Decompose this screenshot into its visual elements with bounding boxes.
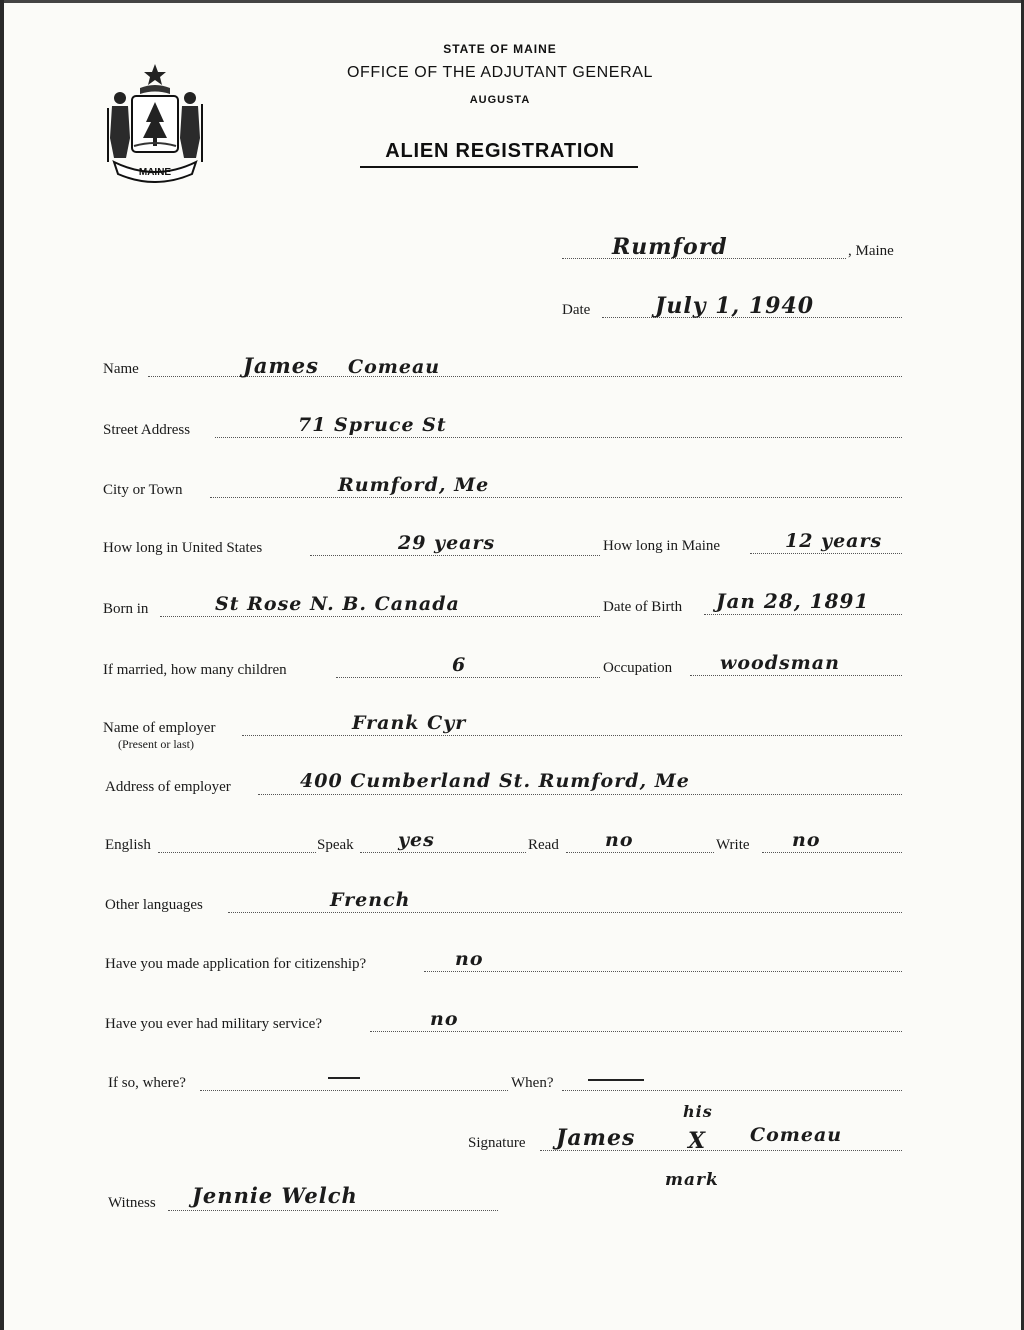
place-value: Rumford — [612, 234, 728, 260]
when-label: When? — [511, 1075, 554, 1091]
signature-label: Signature — [468, 1135, 526, 1151]
dob-label: Date of Birth — [603, 599, 683, 615]
read-value: no — [605, 829, 634, 851]
employer-value: Frank Cyr — [352, 712, 467, 734]
occupation-line — [690, 675, 902, 676]
born-in-line — [160, 616, 600, 617]
date-label: Date — [562, 302, 591, 318]
street-line — [215, 437, 902, 438]
witness-label: Witness — [108, 1195, 156, 1211]
name-label: Name — [103, 361, 139, 377]
military-line — [370, 1031, 902, 1032]
when-dash — [588, 1079, 644, 1081]
military-value: no — [430, 1008, 459, 1030]
header-state: STATE OF MAINE — [443, 42, 557, 56]
children-label: If married, how many children — [103, 662, 287, 678]
when-line — [562, 1090, 902, 1091]
dob-line — [704, 614, 902, 615]
read-line — [566, 852, 714, 853]
street-label: Street Address — [103, 422, 191, 438]
occupation-value: woodsman — [720, 652, 840, 674]
english-label: English — [105, 837, 151, 853]
scan-edge-top — [0, 0, 1024, 3]
header-office: OFFICE OF THE ADJUTANT GENERAL — [346, 64, 654, 81]
how-long-maine-label: How long in Maine — [603, 538, 721, 554]
speak-value: yes — [398, 829, 435, 851]
employer-address-line — [258, 794, 902, 795]
where-dash — [328, 1077, 360, 1079]
where-label: If so, where? — [108, 1075, 186, 1091]
how-long-us-line — [310, 555, 600, 556]
date-value: July 1, 1940 — [655, 293, 815, 319]
name-first-value: James — [243, 353, 319, 378]
citizenship-label: Have you made application for citizenship? — [105, 956, 367, 972]
read-label: Read — [528, 837, 559, 853]
speak-label: Speak — [317, 837, 354, 853]
speak-line — [360, 852, 526, 853]
title-underline — [360, 166, 638, 168]
signature-first: James — [556, 1125, 636, 1151]
header-city: AUGUSTA — [469, 94, 531, 106]
employer-address-value: 400 Cumberland St. Rumford, Me — [300, 770, 690, 792]
place-label: , Maine — [848, 243, 894, 259]
signature-mark: mark — [665, 1170, 719, 1190]
seal-banner-text: MAINE — [138, 167, 172, 178]
occupation-label: Occupation — [603, 660, 673, 676]
city-line — [210, 497, 902, 498]
witness-line — [168, 1210, 498, 1211]
employer-label: Name of employer — [103, 720, 216, 736]
born-in-label: Born in — [103, 601, 149, 617]
scan-edge-left — [0, 0, 4, 1330]
other-languages-label: Other languages — [105, 897, 203, 913]
english-line — [158, 852, 316, 853]
employer-sublabel: (Present or last) — [118, 737, 194, 751]
how-long-us-label: How long in United States — [103, 540, 263, 556]
write-value: no — [792, 829, 821, 851]
how-long-maine-line — [750, 553, 902, 554]
military-label: Have you ever had military service? — [105, 1016, 322, 1032]
city-value: Rumford, Me — [338, 474, 490, 496]
witness-value: Jennie Welch — [192, 1183, 358, 1208]
name-last-value: Comeau — [348, 356, 441, 378]
write-line — [762, 852, 902, 853]
employer-line — [242, 735, 902, 736]
form-title: ALIEN REGISTRATION — [385, 140, 615, 162]
city-label: City or Town — [103, 482, 183, 498]
dob-value: Jan 28, 1891 — [716, 589, 870, 613]
employer-address-label: Address of employer — [105, 779, 231, 795]
how-long-us-value: 29 years — [398, 532, 496, 554]
signature-mark-symbol: X — [688, 1128, 707, 1154]
where-line — [200, 1090, 508, 1091]
children-value: 6 — [452, 654, 467, 676]
how-long-maine-value: 12 years — [785, 530, 883, 552]
other-languages-line — [228, 912, 902, 913]
other-languages-value: French — [330, 889, 411, 911]
citizenship-value: no — [455, 948, 484, 970]
signature-last: Comeau — [750, 1124, 843, 1146]
children-line — [336, 677, 600, 678]
signature-his: his — [683, 1102, 713, 1121]
street-value: 71 Spruce St — [298, 414, 447, 436]
maine-state-seal-icon — [100, 58, 210, 183]
write-label: Write — [716, 837, 750, 853]
citizenship-line — [424, 971, 902, 972]
born-in-value: St Rose N. B. Canada — [215, 593, 460, 615]
